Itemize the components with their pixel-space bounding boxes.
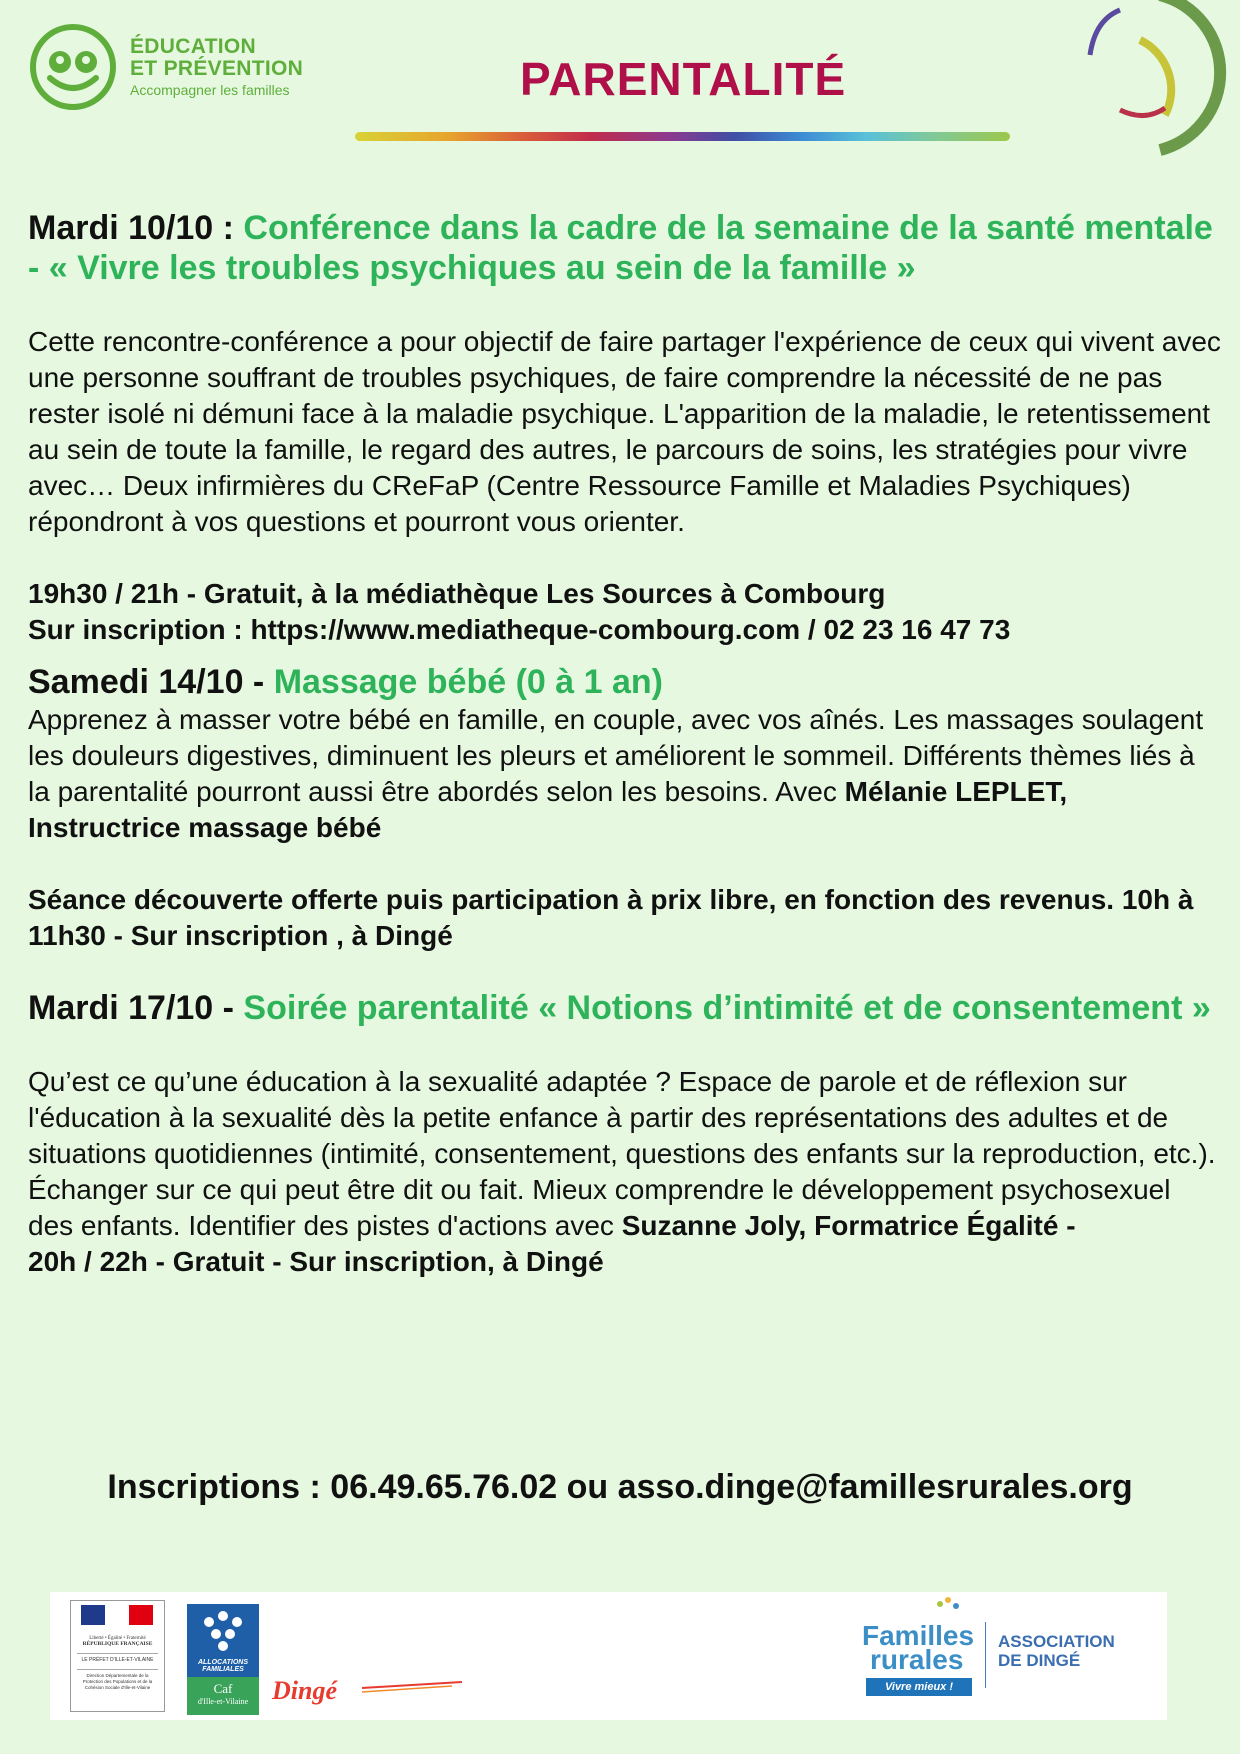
brand-line2: ET PRÉVENTION xyxy=(130,57,304,81)
prefet-motto: Liberté • Égalité • Fraternité xyxy=(89,1636,146,1641)
caf-logo xyxy=(187,1604,259,1712)
footer-divider xyxy=(985,1622,986,1688)
caf-line1: ALLOCATIONS xyxy=(197,1659,249,1666)
event-speaker: Mélanie LEPLET, Instructrice massage bébé xyxy=(28,776,1068,843)
dinge-text: Dingé xyxy=(272,1676,337,1705)
page-title: PARENTALITÉ xyxy=(520,53,847,105)
event-description xyxy=(28,1064,1223,1244)
prefet-dept: Direction Départementale de la Protection des Populations et de la Cohésion Sociale d'Ille-et-Vilaine xyxy=(77,1669,158,1691)
asso-line1: ASSOCIATION xyxy=(998,1632,1115,1651)
fr-line1: Familles xyxy=(862,1620,975,1651)
event-heading xyxy=(28,988,1223,1028)
event-title: Massage bébé (0 à 1 an) xyxy=(273,663,663,701)
event-description-text: Apprenez à masser votre bébé en famille, en couple, avec vos aînés. Les massages soulagent les douleurs digestives, diminuent les pleurs et améliorent le sommeil. Différents thèmes liés à la parentalité pourront aussi être abordés selon les besoins. Avec xyxy=(28,704,1204,807)
signup-contact[interactable]: Inscriptions : 06.49.65.76.02 ou asso.dinge@famillesrurales.org xyxy=(107,1468,1133,1506)
brand-line1: ÉDUCATION xyxy=(130,35,256,58)
event-speaker: Suzanne Joly, Formatrice Égalité - xyxy=(621,1210,1076,1241)
event-info: Séance découverte offerte puis participation à prix libre, en fonction des revenus. 10h à 11h30 - Sur inscription , à Dingé xyxy=(28,884,1194,951)
brand-tagline: Accompagner les familles xyxy=(130,82,290,99)
event-heading xyxy=(28,662,1223,702)
event-title: Conférence dans la cadre de la semaine de la santé mentale - « Vivre les troubles psychiques au sein de la famille » xyxy=(28,209,1213,287)
rainbow-divider xyxy=(355,132,1010,141)
brand-block xyxy=(130,36,303,98)
familles-rurales-logo xyxy=(862,1596,980,1706)
event-date: Mardi 10/10 : xyxy=(28,209,244,247)
prefet-name: LE PRÉFET D'ILLE-ET-VILAINE xyxy=(77,1653,158,1663)
fr-figures-icon xyxy=(932,1596,962,1626)
event-description xyxy=(28,702,1223,846)
event-description: Cette rencontre-conférence a pour objectif de faire partager l'expérience de ceux qui vivent avec une personne souffrant de troubles psychiques, de faire comprendre la nécessité de ne pas rester isolé ni démuni face à la maladie psychique. L'apparition de la maladie, le retentissement au sein de toute la famille, le regard des autres, le parcours de soins, les stratégies pour vivre avec… Deux infirmières du CReFaP (Centre Ressource Famille et Maladies Psychiques) répondront à vos questions et pourront vous orienter. xyxy=(28,326,1221,537)
event-info: 19h30 / 21h - Gratuit, à la médiathèque Les Sources à Combourg xyxy=(28,578,886,609)
caf-line2: FAMILIALES xyxy=(202,1666,244,1673)
decorative-arcs-icon xyxy=(1040,0,1240,160)
association-label xyxy=(998,1632,1115,1670)
event-date: Mardi 17/10 - xyxy=(28,989,244,1027)
event-date: Samedi 14/10 - xyxy=(28,663,274,701)
education-prevention-logo xyxy=(28,22,118,112)
dinge-logo xyxy=(272,1672,472,1712)
event-registration-link[interactable]: Sur inscription : https://www.mediatheque-combourg.com / 02 23 16 47 73 xyxy=(28,614,1011,645)
caf-region: d'Ille-et-Vilaine xyxy=(197,1697,249,1706)
event-heading xyxy=(28,208,1223,288)
marianne-icon xyxy=(71,1601,164,1631)
fr-slogan: Vivre mieux ! xyxy=(866,1678,972,1696)
event-title: Soirée parentalité « Notions d’intimité et de consentement » xyxy=(243,989,1211,1027)
caf-family-icon xyxy=(187,1604,259,1654)
fr-line2: rurales xyxy=(870,1644,964,1675)
prefet-republic: RÉPUBLIQUE FRANÇAISE xyxy=(82,1641,153,1647)
asso-line2: DE DINGÉ xyxy=(998,1651,1081,1670)
events-list xyxy=(28,208,1223,1280)
event-description-text: Qu’est ce qu’une éducation à la sexualité adaptée ? Espace de parole et de réflexion sur l'éducation à la sexualité dès la petite enfance à partir des représentations des adultes et de situations quotidiennes (intimité, consentement, questions des enfants sur la reproduction, etc.). Échanger sur ce qui peut être dit ou fait. Mieux comprendre le développement psychosexuel des enfants. Identifier des pistes d'actions avec xyxy=(28,1066,1216,1241)
prefet-logo xyxy=(70,1600,165,1712)
caf-name: Caf xyxy=(213,1681,233,1696)
partners-footer xyxy=(50,1592,1167,1720)
event-info: 20h / 22h - Gratuit - Sur inscription, à Dingé xyxy=(28,1246,604,1277)
